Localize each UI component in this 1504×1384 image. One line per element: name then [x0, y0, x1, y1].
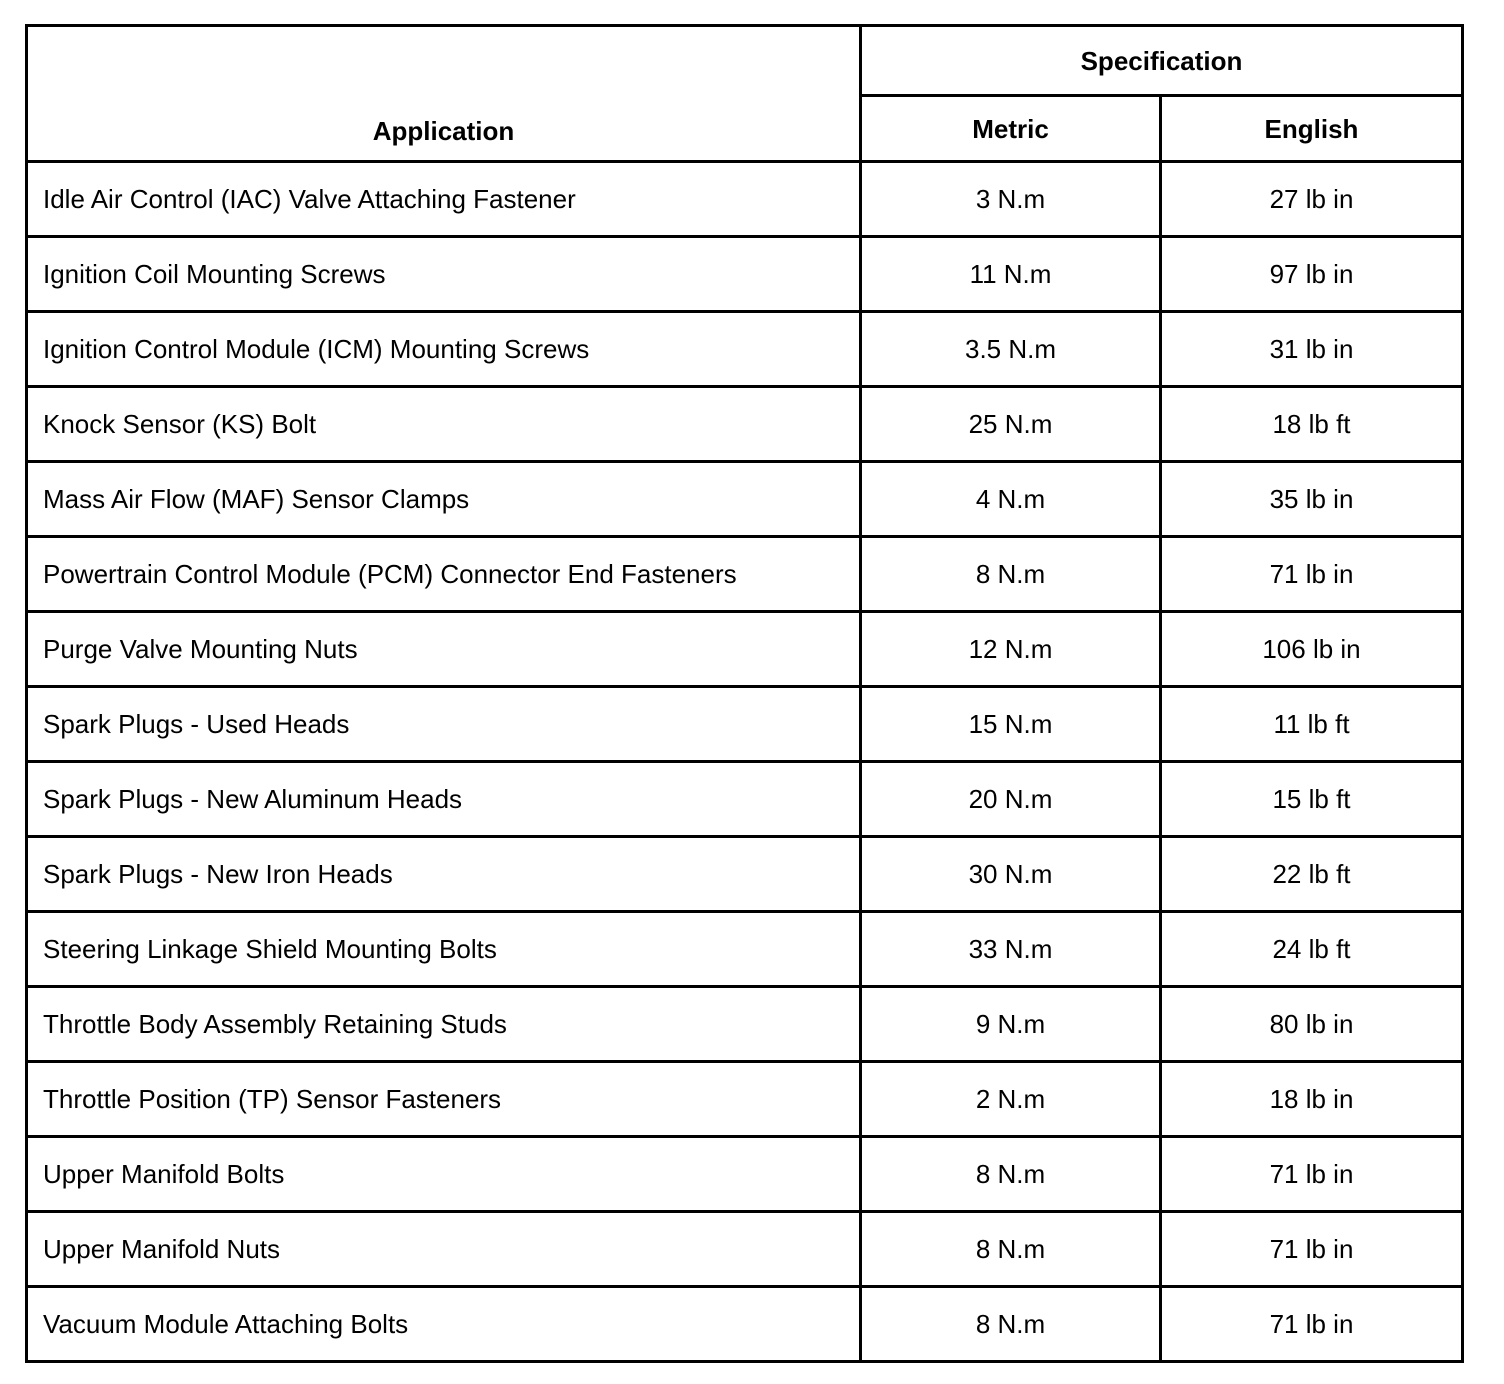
english-cell: 15 lb ft [1161, 762, 1463, 837]
metric-header: Metric [861, 96, 1161, 162]
metric-cell: 8 N.m [861, 1287, 1161, 1362]
application-cell: Purge Valve Mounting Nuts [27, 612, 861, 687]
table-row [27, 387, 1463, 462]
application-cell: Powertrain Control Module (PCM) Connector End Fasteners [27, 537, 861, 612]
metric-cell: 12 N.m [861, 612, 1161, 687]
specification-header: Specification [861, 26, 1463, 96]
metric-cell: 8 N.m [861, 1137, 1161, 1212]
table-row [27, 462, 1463, 537]
english-cell: 106 lb in [1161, 612, 1463, 687]
torque-specification-table [25, 24, 1464, 1363]
metric-cell: 3 N.m [861, 162, 1161, 237]
table-row [27, 987, 1463, 1062]
metric-cell: 4 N.m [861, 462, 1161, 537]
metric-cell: 2 N.m [861, 1062, 1161, 1137]
english-cell: 80 lb in [1161, 987, 1463, 1062]
table-row [27, 312, 1463, 387]
table-row [27, 612, 1463, 687]
english-cell: 11 lb ft [1161, 687, 1463, 762]
table-row [27, 687, 1463, 762]
application-cell: Upper Manifold Bolts [27, 1137, 861, 1212]
english-cell: 18 lb ft [1161, 387, 1463, 462]
table-header [27, 26, 1463, 162]
table-row [27, 1137, 1463, 1212]
table-row [27, 237, 1463, 312]
metric-cell: 30 N.m [861, 837, 1161, 912]
table-row [27, 1062, 1463, 1137]
english-cell: 35 lb in [1161, 462, 1463, 537]
application-cell: Idle Air Control (IAC) Valve Attaching Fastener [27, 162, 861, 237]
english-cell: 24 lb ft [1161, 912, 1463, 987]
table-body [27, 162, 1463, 1362]
metric-cell: 9 N.m [861, 987, 1161, 1062]
application-cell: Mass Air Flow (MAF) Sensor Clamps [27, 462, 861, 537]
english-cell: 71 lb in [1161, 1212, 1463, 1287]
english-cell: 18 lb in [1161, 1062, 1463, 1137]
english-cell: 97 lb in [1161, 237, 1463, 312]
metric-cell: 11 N.m [861, 237, 1161, 312]
english-cell: 31 lb in [1161, 312, 1463, 387]
application-cell: Spark Plugs - Used Heads [27, 687, 861, 762]
table-row [27, 1287, 1463, 1362]
application-cell: Throttle Position (TP) Sensor Fasteners [27, 1062, 861, 1137]
application-cell: Spark Plugs - New Aluminum Heads [27, 762, 861, 837]
application-cell: Ignition Coil Mounting Screws [27, 237, 861, 312]
application-cell: Knock Sensor (KS) Bolt [27, 387, 861, 462]
metric-cell: 3.5 N.m [861, 312, 1161, 387]
application-cell: Spark Plugs - New Iron Heads [27, 837, 861, 912]
metric-cell: 15 N.m [861, 687, 1161, 762]
english-header: English [1161, 96, 1463, 162]
english-cell: 71 lb in [1161, 537, 1463, 612]
english-cell: 71 lb in [1161, 1287, 1463, 1362]
table-row [27, 537, 1463, 612]
table-row [27, 1212, 1463, 1287]
header-row-top [27, 26, 1463, 96]
english-cell: 71 lb in [1161, 1137, 1463, 1212]
english-cell: 22 lb ft [1161, 837, 1463, 912]
application-cell: Throttle Body Assembly Retaining Studs [27, 987, 861, 1062]
table-row [27, 837, 1463, 912]
english-cell: 27 lb in [1161, 162, 1463, 237]
table-row [27, 912, 1463, 987]
table-row [27, 162, 1463, 237]
application-cell: Vacuum Module Attaching Bolts [27, 1287, 861, 1362]
application-cell: Ignition Control Module (ICM) Mounting Screws [27, 312, 861, 387]
application-header: Application [27, 26, 861, 162]
application-cell: Upper Manifold Nuts [27, 1212, 861, 1287]
metric-cell: 25 N.m [861, 387, 1161, 462]
application-cell: Steering Linkage Shield Mounting Bolts [27, 912, 861, 987]
metric-cell: 8 N.m [861, 537, 1161, 612]
metric-cell: 33 N.m [861, 912, 1161, 987]
table-row [27, 762, 1463, 837]
metric-cell: 8 N.m [861, 1212, 1161, 1287]
metric-cell: 20 N.m [861, 762, 1161, 837]
